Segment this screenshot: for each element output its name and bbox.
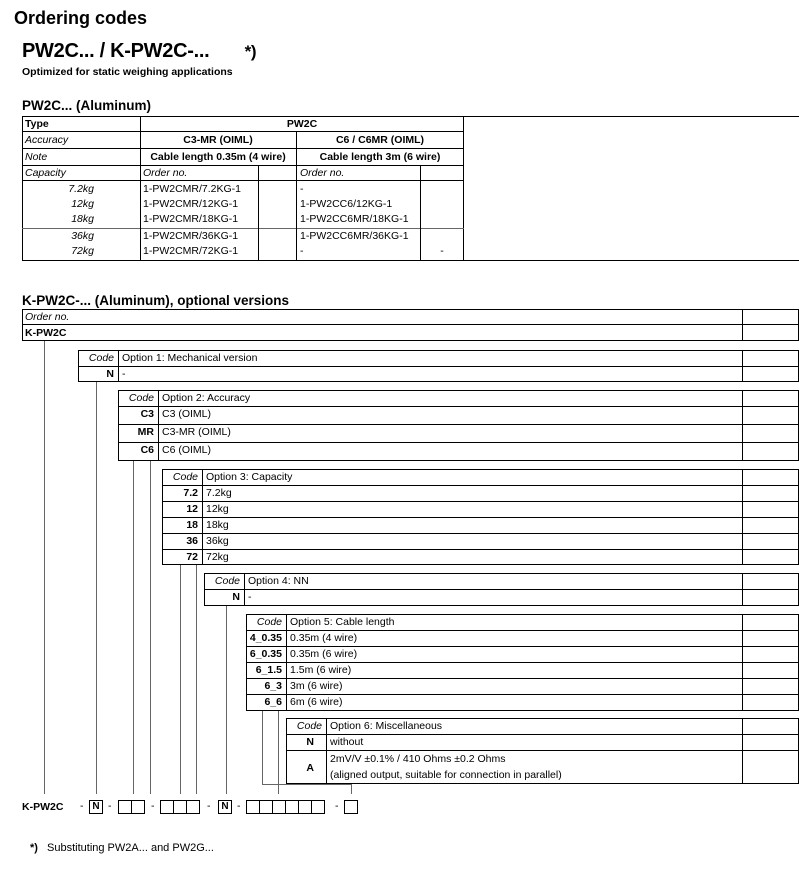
t1-row-order-b: - [300,183,304,195]
code-line-dash: - [237,800,241,812]
t1-accuracy-a: C3-MR (OIML) [183,134,253,146]
option-code: 12 [163,502,203,517]
option-desc: C6 (OIML) [162,444,212,456]
code-box-option3 [173,800,187,814]
option-title: Option 4: NN [248,575,309,587]
t1-accuracy-label: Accuracy [25,134,69,146]
option-code-header: Code [247,615,287,630]
page-title: Ordering codes [14,8,148,28]
code-line-prefix: K-PW2C [22,801,64,813]
option-title: Option 6: Miscellaneous [330,720,443,732]
option-title: Option 1: Mechanical version [122,352,258,364]
t1-row-order-a: 1-PW2CMR/18KG-1 [143,213,239,225]
option-code-header: Code [79,351,119,366]
option-code-header: Code [163,470,203,485]
option-5 [246,614,799,711]
t1-note-label: Note [25,151,48,163]
code-box-option4: N [218,800,232,814]
option-desc: - [122,368,126,380]
option-code: N [287,735,327,750]
t2-order-label: Order no. [25,311,70,323]
option-4 [204,573,799,606]
option-desc-note: (aligned output, suitable for connection in parallel) [330,769,562,781]
option-code: 72 [163,550,203,564]
product-name: PW2C... / K-PW2C-... [22,40,210,62]
connector-line [262,711,263,784]
option-1 [78,350,799,382]
option-code: A [287,751,327,783]
t1-row-order-a: 1-PW2CMR/12KG-1 [143,198,239,210]
t1-row-order-c: - [440,245,444,257]
code-box-option5 [298,800,312,814]
t1-row-capacity: 36kg [71,230,94,242]
product-mark: *) [244,42,257,61]
option-code: 6_6 [247,695,287,710]
option-code: MR [119,425,159,442]
code-box-option5 [259,800,273,814]
connector-line [44,341,45,794]
code-line-dash: - [207,800,211,812]
t1-row-order-b: 1-PW2CC6MR/18KG-1 [300,213,409,225]
code-box-option5 [311,800,325,814]
option-code: 18 [163,518,203,533]
connector-line [96,382,97,794]
option-desc: 0.35m (4 wire) [290,632,358,644]
code-line-dash: - [108,800,112,812]
footnote-text: Substituting PW2A... and PW2G... [47,842,214,854]
option-code: 6_3 [247,679,287,694]
code-line-dash: - [151,800,155,812]
option-code-header: Code [287,719,327,734]
t2-order-value: K-PW2C [25,327,67,339]
t1-row-order-b: 1-PW2CC6/12KG-1 [300,198,393,210]
option-desc: 12kg [206,503,229,515]
t1-row-order-a: 1-PW2CMR/72KG-1 [143,245,239,257]
t1-row-order-a: 1-PW2CMR/7.2KG-1 [143,183,242,195]
option-code: C6 [119,443,159,460]
t1-row-capacity: 12kg [71,198,94,210]
option-6 [286,718,799,784]
t1-order-label-a: Order no. [143,167,188,179]
table1-title: PW2C... (Aluminum) [22,98,151,113]
t1-row-order-b: 1-PW2CC6MR/36KG-1 [300,230,409,242]
footnote-mark: *) [30,842,38,854]
option-2 [118,390,799,461]
option-desc: 72kg [206,551,229,563]
option-code: 7.2 [163,486,203,501]
code-line-dash: - [335,800,339,812]
t1-note-b: Cable length 3m (6 wire) [319,151,441,163]
option-code: 6_0.35 [247,647,287,662]
option-code: N [79,367,119,381]
t1-row-capacity: 18kg [71,213,94,225]
product-title [22,40,256,63]
option-code: 4_0.35 [247,631,287,646]
code-box-option6 [344,800,358,814]
option-code-header: Code [205,574,245,589]
code-box-option5 [272,800,286,814]
t1-row-order-b: - [300,245,304,257]
option-desc: 0.35m (6 wire) [290,648,358,660]
t2-order-table [22,309,799,341]
code-box-option2 [118,800,132,814]
option-desc: 36kg [206,535,229,547]
option-desc: 18kg [206,519,229,531]
option-code: 36 [163,534,203,549]
t1-row-order-a: 1-PW2CMR/36KG-1 [143,230,239,242]
option-code-header: Code [119,391,159,406]
connector-line [133,461,134,794]
code-line-dash: - [80,800,84,812]
t1-type-value: PW2C [286,118,318,130]
option-desc: - [248,591,252,603]
code-box-option3 [160,800,174,814]
option-code: N [205,590,245,605]
option-desc: C3 (OIML) [162,408,212,420]
code-box-option1: N [89,800,103,814]
option-title: Option 3: Capacity [206,471,293,483]
option-desc: 7.2kg [206,487,232,499]
t1-order-label-b: Order no. [300,167,345,179]
t1-row-capacity: 72kg [71,245,94,257]
connector-line [351,784,352,794]
code-box-option5 [285,800,299,814]
option-code: C3 [119,407,159,424]
code-box-option2 [131,800,145,814]
option-title: Option 5: Cable length [290,616,395,628]
option-desc: 1.5m (6 wire) [290,664,352,676]
t1-capacity-label: Capacity [25,167,66,179]
t1-note-a: Cable length 0.35m (4 wire) [150,151,286,163]
footnote [30,842,214,854]
connector-line [226,606,227,794]
table2-title: K-PW2C-... (Aluminum), optional versions [22,293,290,308]
connector-line [278,711,279,794]
t1-row-capacity: 7.2kg [68,183,94,195]
t1-type-label: Type [25,118,49,130]
option-desc: 3m (6 wire) [290,680,343,692]
t1-accuracy-b: C6 / C6MR (OIML) [335,134,425,146]
option-code: 6_1.5 [247,663,287,678]
option-desc: 2mV/V ±0.1% / 410 Ohms ±0.2 Ohms [330,753,506,765]
product-subtitle: Optimized for static weighing applications [22,66,233,78]
connector-line [196,565,197,794]
code-box-option3 [186,800,200,814]
connector-line [180,565,181,794]
option-desc: C3-MR (OIML) [162,426,231,438]
option-desc: without [330,736,364,748]
option-desc: 6m (6 wire) [290,696,343,708]
code-box-option5 [246,800,260,814]
option-title: Option 2: Accuracy [162,392,251,404]
connector-line [150,461,151,794]
option-3 [162,469,799,565]
